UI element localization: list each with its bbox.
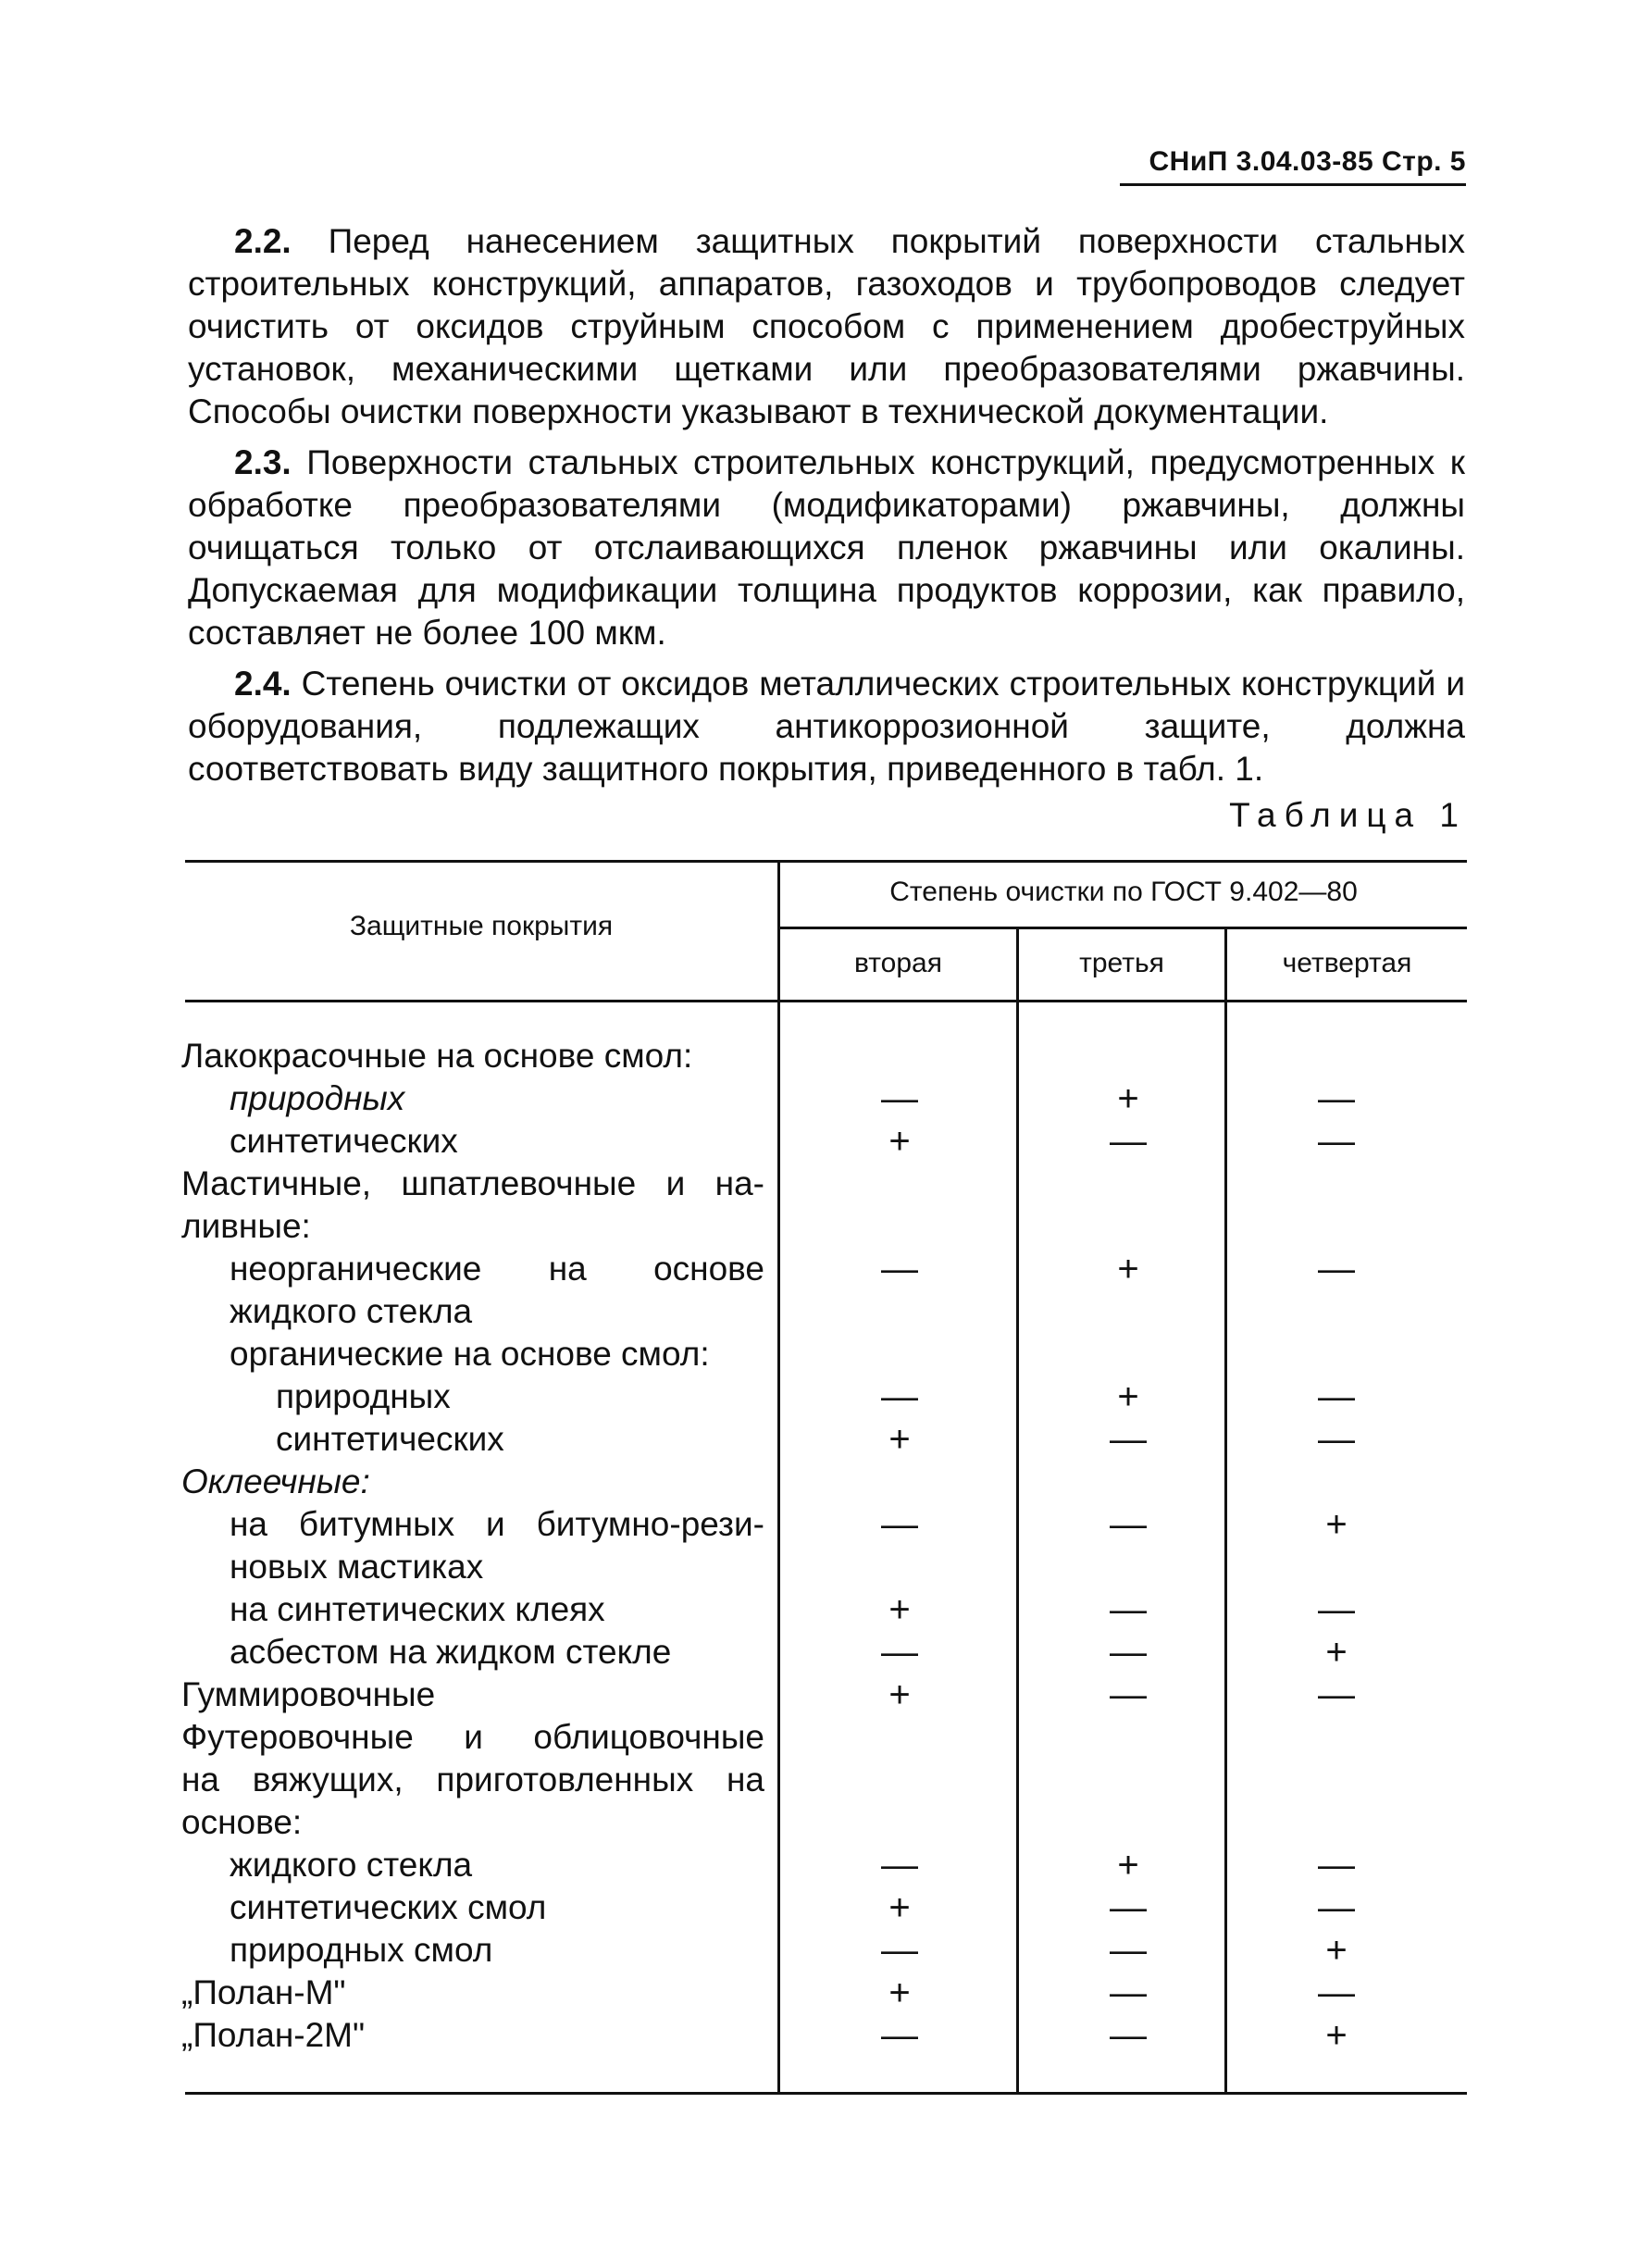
mark-fourth: — (1318, 1121, 1355, 1162)
mark-fourth: + (1325, 1632, 1348, 1673)
mark-second: — (881, 1930, 918, 1971)
mark-third: — (1110, 1887, 1147, 1928)
table-row (181, 1163, 1470, 1205)
row-label: асбестом на жидком стекле (230, 1633, 672, 1671)
col-header-second: вторая (854, 948, 942, 978)
table-row (181, 2014, 1470, 2057)
mark-fourth: + (1325, 2015, 1348, 2056)
table-row (181, 1801, 1470, 1844)
mark-fourth: + (1325, 1930, 1348, 1971)
row-label: природных смол (230, 1931, 493, 1969)
table-row (181, 1333, 1470, 1375)
row-label: Оклеечные: (181, 1462, 370, 1500)
mark-third: + (1117, 1078, 1139, 1119)
mark-second: + (888, 1887, 911, 1928)
table-row (181, 1844, 1470, 1886)
mark-third: + (1117, 1845, 1139, 1885)
mark-fourth: — (1318, 1589, 1355, 1630)
table-row (181, 1290, 1470, 1333)
col-header-coatings: Защитные покрытия (349, 911, 614, 941)
table-row (181, 1972, 1470, 2014)
mark-third: — (1110, 1632, 1147, 1673)
row-label: новых мастиках (230, 1548, 484, 1586)
row-label: на вяжущих, приготовленных на (181, 1761, 764, 1798)
paragraph-number: 2.2. (234, 222, 292, 260)
mark-third: + (1117, 1376, 1139, 1417)
row-label: природных (276, 1377, 451, 1415)
row-label: синтетических (276, 1420, 504, 1458)
mark-fourth: — (1318, 1249, 1355, 1289)
header-mid-rule (780, 927, 1467, 929)
row-label: основе: (181, 1803, 303, 1841)
body-text (188, 220, 1465, 799)
mark-third: — (1110, 1419, 1147, 1460)
row-label: Мастичные, шпатлевочные и на- (181, 1164, 764, 1202)
table-row (181, 1674, 1470, 1716)
mark-fourth: — (1318, 1887, 1355, 1928)
mark-third: — (1110, 2015, 1147, 2056)
mark-second: + (888, 1674, 911, 1715)
table-row (181, 1929, 1470, 1972)
mark-second: — (881, 1249, 918, 1289)
mark-second: + (888, 1121, 911, 1162)
table-row (181, 1546, 1470, 1588)
table-row (181, 1588, 1470, 1631)
table-title: Таблица 1 (1229, 796, 1467, 834)
col-header-third: третья (1079, 948, 1164, 978)
paragraph-text: Поверхности стальных строительных конструкций, предусмотренных к обработке преобразователями (модификаторами) ржавчины, должны очищаться только от отслаивающихся пленок ржавчины или окалины. Допускаемая для модификации толщина продуктов коррозии, как правило, составляет не более 100 мкм. (188, 443, 1465, 652)
table-row (181, 1120, 1470, 1163)
row-label: жидкого стекла (230, 1846, 473, 1884)
mark-third: — (1110, 1930, 1147, 1971)
table-row (181, 1205, 1470, 1248)
row-label: органические на основе смол: (230, 1335, 710, 1373)
row-label: синтетических смол (230, 1888, 547, 1926)
mark-third: + (1117, 1249, 1139, 1289)
table-row (181, 1035, 1470, 1077)
mark-fourth: + (1325, 1504, 1348, 1545)
table-row (181, 1503, 1470, 1546)
mark-second: — (881, 2015, 918, 2056)
paragraph-2-3 (188, 442, 1465, 654)
mark-second: — (881, 1376, 918, 1417)
paragraph-number: 2.3. (234, 443, 292, 481)
table-row (181, 1077, 1470, 1120)
mark-second: + (888, 1973, 911, 2013)
mark-third: — (1110, 1504, 1147, 1545)
mark-second: — (881, 1078, 918, 1119)
mark-fourth: — (1318, 1845, 1355, 1885)
mark-third: — (1110, 1589, 1147, 1630)
row-label: „Полан-2М" (181, 2016, 366, 2054)
row-label: неорганические на основе (230, 1250, 764, 1288)
table-row (181, 1461, 1470, 1503)
header-bottom-rule (185, 1000, 1467, 1002)
mark-second: — (881, 1504, 918, 1545)
mark-fourth: — (1318, 1674, 1355, 1715)
row-label: Гуммировочные (181, 1675, 436, 1713)
row-label: Лакокрасочные на основе смол: (181, 1037, 693, 1075)
table-row (181, 1716, 1470, 1759)
paragraph-2-4 (188, 663, 1465, 790)
col-header-group: Степень очистки по ГОСТ 9.402—80 (889, 877, 1358, 907)
table-row (181, 1886, 1470, 1929)
mark-third: — (1110, 1973, 1147, 2013)
mark-fourth: — (1318, 1419, 1355, 1460)
paragraph-text: Перед нанесением защитных покрытий поверхности стальных строительных конструкций, аппаратов, газоходов и трубопроводов следует очистить от оксидов струйным способом с применением дробеструйных установок, механическими щетками или преобразователями ржавчины. Способы очистки поверхности указывают в технической документации. (188, 222, 1465, 430)
row-label: Футеровочные и облицовочные (181, 1718, 764, 1756)
paragraph-text: Степень очистки от оксидов металлических строительных конструкций и оборудования, подлежащих антикоррозионной защите, должна соответствовать виду защитного покрытия, приведенного в табл. 1. (188, 665, 1465, 788)
header-rule (1120, 183, 1466, 186)
table-row (181, 1759, 1470, 1801)
col-header-fourth: четвертая (1282, 948, 1412, 978)
row-label: синтетических (230, 1122, 458, 1160)
mark-second: — (881, 1632, 918, 1673)
table-row (181, 1631, 1470, 1674)
table-body (181, 1035, 1470, 2057)
table-bottom-rule (185, 2092, 1467, 2095)
mark-second: — (881, 1845, 918, 1885)
page-header: СНиП 3.04.03-85 Стр. 5 (1149, 146, 1466, 177)
mark-fourth: — (1318, 1973, 1355, 2013)
mark-second: + (888, 1589, 911, 1630)
row-label: ливные: (181, 1207, 311, 1245)
mark-third: — (1110, 1674, 1147, 1715)
row-label: на битумных и битумно-рези- (230, 1505, 764, 1543)
paragraph-2-2 (188, 220, 1465, 433)
mark-third: — (1110, 1121, 1147, 1162)
table-row (181, 1248, 1470, 1290)
mark-second: + (888, 1419, 911, 1460)
table-top-rule (185, 860, 1467, 863)
row-label: на синтетических клеях (230, 1590, 605, 1628)
mark-fourth: — (1318, 1078, 1355, 1119)
mark-fourth: — (1318, 1376, 1355, 1417)
row-label: природных (230, 1079, 405, 1117)
row-label: „Полан-М" (181, 1973, 346, 2011)
paragraph-number: 2.4. (234, 665, 292, 703)
row-label: жидкого стекла (230, 1292, 473, 1330)
table-row (181, 1375, 1470, 1418)
table-row (181, 1418, 1470, 1461)
